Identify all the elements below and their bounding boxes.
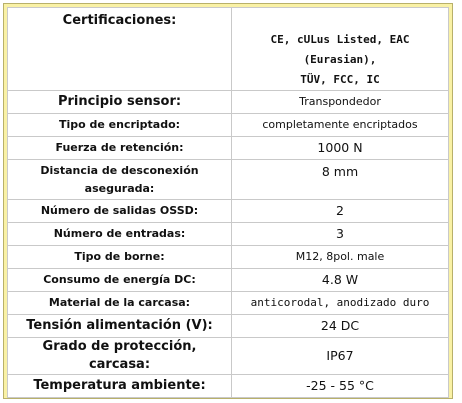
spec-table-frame <box>3 3 453 399</box>
table-row <box>7 114 449 137</box>
table-row <box>7 223 449 246</box>
spec-value: M12, 8pol. male <box>231 246 449 269</box>
spec-label: Número de salidas OSSD: <box>7 200 231 223</box>
table-row <box>7 246 449 269</box>
spec-value: 24 DC <box>231 315 449 338</box>
spec-label: Temperatura ambiente: <box>7 375 231 398</box>
spec-label: Certificaciones: <box>7 7 231 91</box>
table-row <box>7 338 449 375</box>
spec-label: Tipo de encriptado: <box>7 114 231 137</box>
spec-label: Consumo de energía DC: <box>7 269 231 292</box>
spec-value: IP67 <box>231 338 449 375</box>
spec-value: anticorodal, anodizado duro <box>231 292 449 315</box>
spec-label: Material de la carcasa: <box>7 292 231 315</box>
spec-value: Transpondedor <box>231 91 449 114</box>
spec-label: Grado de protección, carcasa: <box>7 338 231 375</box>
spec-value: 8 mm <box>231 160 449 200</box>
spec-value: completamente encriptados <box>231 114 449 137</box>
table-row <box>7 91 449 114</box>
table-row <box>7 375 449 398</box>
table-row <box>7 200 449 223</box>
spec-label-line: Distancia de desconexión <box>40 163 199 177</box>
table-row <box>7 137 449 160</box>
spec-value: 3 <box>231 223 449 246</box>
table-row <box>7 160 449 200</box>
spec-table <box>7 7 449 398</box>
spec-label <box>7 160 231 200</box>
spec-label-line: asegurada: <box>84 181 155 195</box>
spec-label: Tensión alimentación (V): <box>7 315 231 338</box>
spec-value-line: CE, cULus Listed, EAC (Eurasian), <box>270 33 410 66</box>
table-row <box>7 292 449 315</box>
spec-value: 1000 N <box>231 137 449 160</box>
spec-label: Número de entradas: <box>7 223 231 246</box>
table-row <box>7 315 449 338</box>
spec-value: -25 - 55 °C <box>231 375 449 398</box>
spec-value: 4.8 W <box>231 269 449 292</box>
table-row <box>7 269 449 292</box>
table-row <box>7 7 449 91</box>
spec-label: Principio sensor: <box>7 91 231 114</box>
spec-value: 2 <box>231 200 449 223</box>
spec-value <box>231 7 449 91</box>
spec-value-line: TÜV, FCC, IC <box>300 73 380 86</box>
spec-label: Tipo de borne: <box>7 246 231 269</box>
spec-label: Fuerza de retención: <box>7 137 231 160</box>
